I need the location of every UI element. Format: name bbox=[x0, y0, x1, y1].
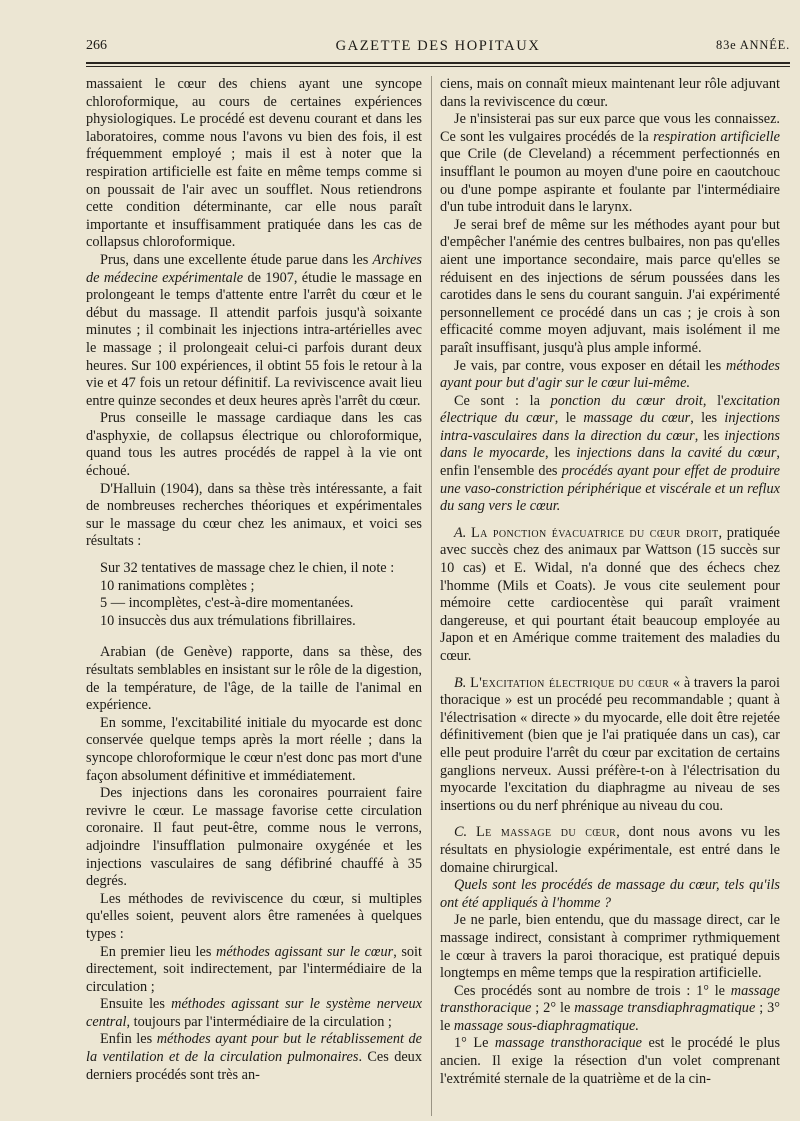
paragraph: Ce sont : la ponction du cœur droit, l'excitation électrique du cœur, le massage du cœur, les injections intra-vasculaires dans la direction du cœur, les injections dans le myocarde, les injections dans la cavité du cœur, enfin l'ensemble des procédés ayant pour effet de produire une vaso-constriction périphérique et viscérale et un reflux du sang vers le cœur. bbox=[440, 392, 781, 515]
page-header bbox=[86, 38, 790, 58]
paragraph: 1° Le massage transthoracique est le procédé le plus ancien. Il exige la résection d'un volet comprenant l'extrémité sternale de la quatrième et de la cin- bbox=[440, 1035, 781, 1087]
paragraph: Les méthodes de reviviscence du cœur, si multiples qu'elles soient, peuvent alors être ramenées à quelques types : bbox=[86, 890, 422, 942]
paragraph: ciens, mais on connaît mieux maintenant leur rôle adjuvant dans la reviviscence du cœur. bbox=[440, 76, 780, 110]
left-column bbox=[86, 76, 422, 1084]
paragraph: Je vais, par contre, vous exposer en détail les méthodes ayant pour but d'agir sur le cœur lui-même. bbox=[440, 357, 780, 392]
paragraph: D'Halluin (1904), dans sa thèse très intéressante, a fait de nombreuses recherches théoriques et expérimentales sur le massage du cœur chez les animaux, et voici ses résultats : bbox=[86, 480, 422, 550]
section-c: C. Le massage du cœur, dont nous avons vu les résultats en physiologie expérimentale, est entré dans le domaine chirurgical. bbox=[440, 824, 781, 876]
header-rule-thin bbox=[86, 66, 790, 67]
paragraph: Je n'insisterai pas sur eux parce que vous les connaissez. Ce sont les vulgaires procédés de la respiration artificielle que Crile (de Cleveland) a récemment perfectionnés en insufflant le poumon au moyen d'une poire en caoutchouc ou d'une pompe aspirante et foulante par l'intermédiaire d'un tube introduit dans le larynx. bbox=[440, 111, 780, 216]
section-a: A. La ponction évacuatrice du cœur droit, pratiquée avec succès chez des animaux par Wattson (15 succès sur 10 cas) et E. Widal, n'a donné que des échecs chez l'homme (Mils et Coats). Je vous cite seulement pour mémoire cette cardiocentèse qui paraît vraiment dangereuse, et qui pourtant était beaucoup employée au Japon et en Amérique comme traitement des maladies du cœur. bbox=[440, 524, 780, 664]
list-item: 10 insuccès dus aux trémulations fibrillaires. bbox=[100, 612, 356, 629]
section-b: B. L'excitation électrique du cœur « à travers la paroi thoracique » est un procédé peu recommandable ; quant à l'électrisation « directe » du myocarde, elle doit être rejetée définitivement (bien que je l'ai pratiquée dans un cas), car elle peut produire l'arrêt du cœur par excitation de certains ganglions nerveux. Aussi préfère-t-on à l'électrisation du myocarde l'excitation du diaphragme au niveau de ses insertions ou du nerf phrénique au niveau du cou. bbox=[440, 674, 780, 814]
paragraph: Je serai bref de même sur les méthodes ayant pour but d'empêcher l'anémie des centres bulbaires, non pas qu'elles aient une importance secondaire, mais parce qu'elles se réduisent en des injections de sérum poussées dans les carotides dans le sens du courant sanguin. J'ai expérimenté personnellement ce procédé dans un cas ; je crois à son efficacité comme moyen adjuvant, mais isolément il me paraît insuffisant, jusqu'à plus ample informé. bbox=[440, 216, 780, 356]
paragraph: Je ne parle, bien entendu, que du massage direct, car le massage indirect, consistant à comprimer rythmiquement le cœur à travers la paroi thoracique, est pratiqué depuis longtemps en même temps que la respiration artificielle. bbox=[440, 912, 780, 982]
paragraph: Ensuite les méthodes agissant sur le système nerveux central, toujours par l'intermédiaire de la circulation ; bbox=[86, 996, 422, 1030]
header-rule-thick bbox=[86, 62, 790, 64]
paragraph: Enfin les méthodes ayant pour but le rétablissement de la ventilation et de la circulation pulmonaires. Ces deux derniers procédés sont très an- bbox=[86, 1031, 423, 1083]
page-number: 266 bbox=[86, 38, 107, 53]
paragraph: Prus, dans une excellente étude parue dans les Archives de médecine expérimentale de 1907, étudie le massage en prolongeant le temps d'attente entre l'arrêt du cœur et le début du massage. Il attendit parfois jusqu'à soixante minutes ; il combinait les injections intra-artérielles avec le massage ; il prolongeait celui-ci parfois durant deux heures. Sur 100 expériences, il obtint 55 fois le retour à la vie et 47 fois un retour définitif. La reviviscence avait lieu entre quinze secondes et deux heures après l'arrêt du cœur. bbox=[86, 251, 422, 409]
paragraph: Ces procédés sont au nombre de trois : 1° le massage transthoracique ; 2° le massage transdiaphragmatique ; 3° le massage sous-diaphragmatique. bbox=[440, 982, 780, 1034]
paragraph: Prus conseille le massage cardiaque dans les cas d'asphyxie, de collapsus électrique ou chloroformique, quand tous les autres procédés de rappel à la vie ont échoué. bbox=[86, 410, 422, 480]
year-label: 83e ANNÉE. bbox=[716, 38, 790, 52]
paragraph: Des injections dans les coronaires pourraient faire revivre le cœur. Le massage favorise cette circulation coronaire. Il faut peut-être, comme nous le verrons, adjoindre l'insufflation pulmonaire oxygénée et les injections vasculaires de sang défibriné chauffé à 35 degrés. bbox=[86, 785, 422, 890]
paragraph: En somme, l'excitabilité initiale du myocarde est donc conservée quelque temps après la mort réelle ; dans la syncope chloroformique le cœur n'est donc pas mort d'une façon absolument définitive et immédiatement. bbox=[86, 714, 422, 784]
column-divider bbox=[431, 76, 432, 1116]
question-paragraph: Quels sont les procédés de massage du cœur, tels qu'ils ont été appliqués à l'homme ? bbox=[440, 877, 780, 911]
list-intro: Sur 32 tentatives de massage chez le chien, il note : bbox=[100, 560, 395, 577]
list-item: 5 — incomplètes, c'est-à-dire momentanées. bbox=[100, 595, 354, 612]
list-item: 10 ranimations complètes ; bbox=[100, 577, 255, 594]
paragraph: Arabian (de Genève) rapporte, dans sa thèse, des résultats semblables en insistant sur le rôle de la digestion, de la température, de l'âge, de la taille de l'animal en expérience. bbox=[86, 644, 422, 714]
results-list bbox=[86, 560, 422, 630]
paragraph: massaient le cœur des chiens ayant une syncope chloroformique, au cours de certaines expériences physiologiques. Le procédé est devenu courant et dans les laboratoires, comme nous l'avons vu bien des fois, il est fréquemment employé ; mais il est à noter que la respiration artificielle est faite en même temps comme si on poussait de l'air avec un soufflet. Nous retiendrons cette condition déterminante, car elle nous paraît importante et insuffisamment pratiquée dans les cas de collapsus chloroformique. bbox=[86, 76, 422, 251]
right-column bbox=[440, 76, 780, 1088]
paragraph: En premier lieu les méthodes agissant sur le cœur, soit directement, soit indirectement, par l'intermédiaire de la circulation ; bbox=[86, 943, 423, 995]
journal-title: GAZETTE DES HOPITAUX bbox=[335, 38, 541, 54]
